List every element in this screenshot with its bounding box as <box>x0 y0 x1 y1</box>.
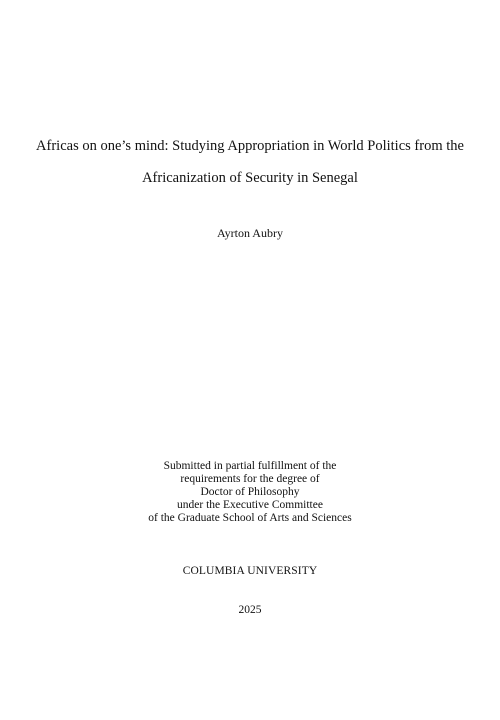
thesis-title-line-1: Africas on one’s mind: Studying Appropriation in World Politics from the <box>36 138 464 154</box>
thesis-title-line-2: Africanization of Security in Senegal <box>142 170 358 186</box>
author-name: Ayrton Aubry <box>217 226 283 240</box>
submission-year: 2025 <box>238 604 262 616</box>
submission-line-3: Doctor of Philosophy <box>200 486 300 498</box>
submission-line-5: of the Graduate School of Arts and Sciences <box>148 512 352 524</box>
submission-line-4: under the Executive Committee <box>177 499 323 511</box>
submission-line-1: Submitted in partial fulfillment of the <box>163 460 337 472</box>
submission-line-2: requirements for the degree of <box>180 473 320 485</box>
institution-name: COLUMBIA UNIVERSITY <box>182 565 318 577</box>
